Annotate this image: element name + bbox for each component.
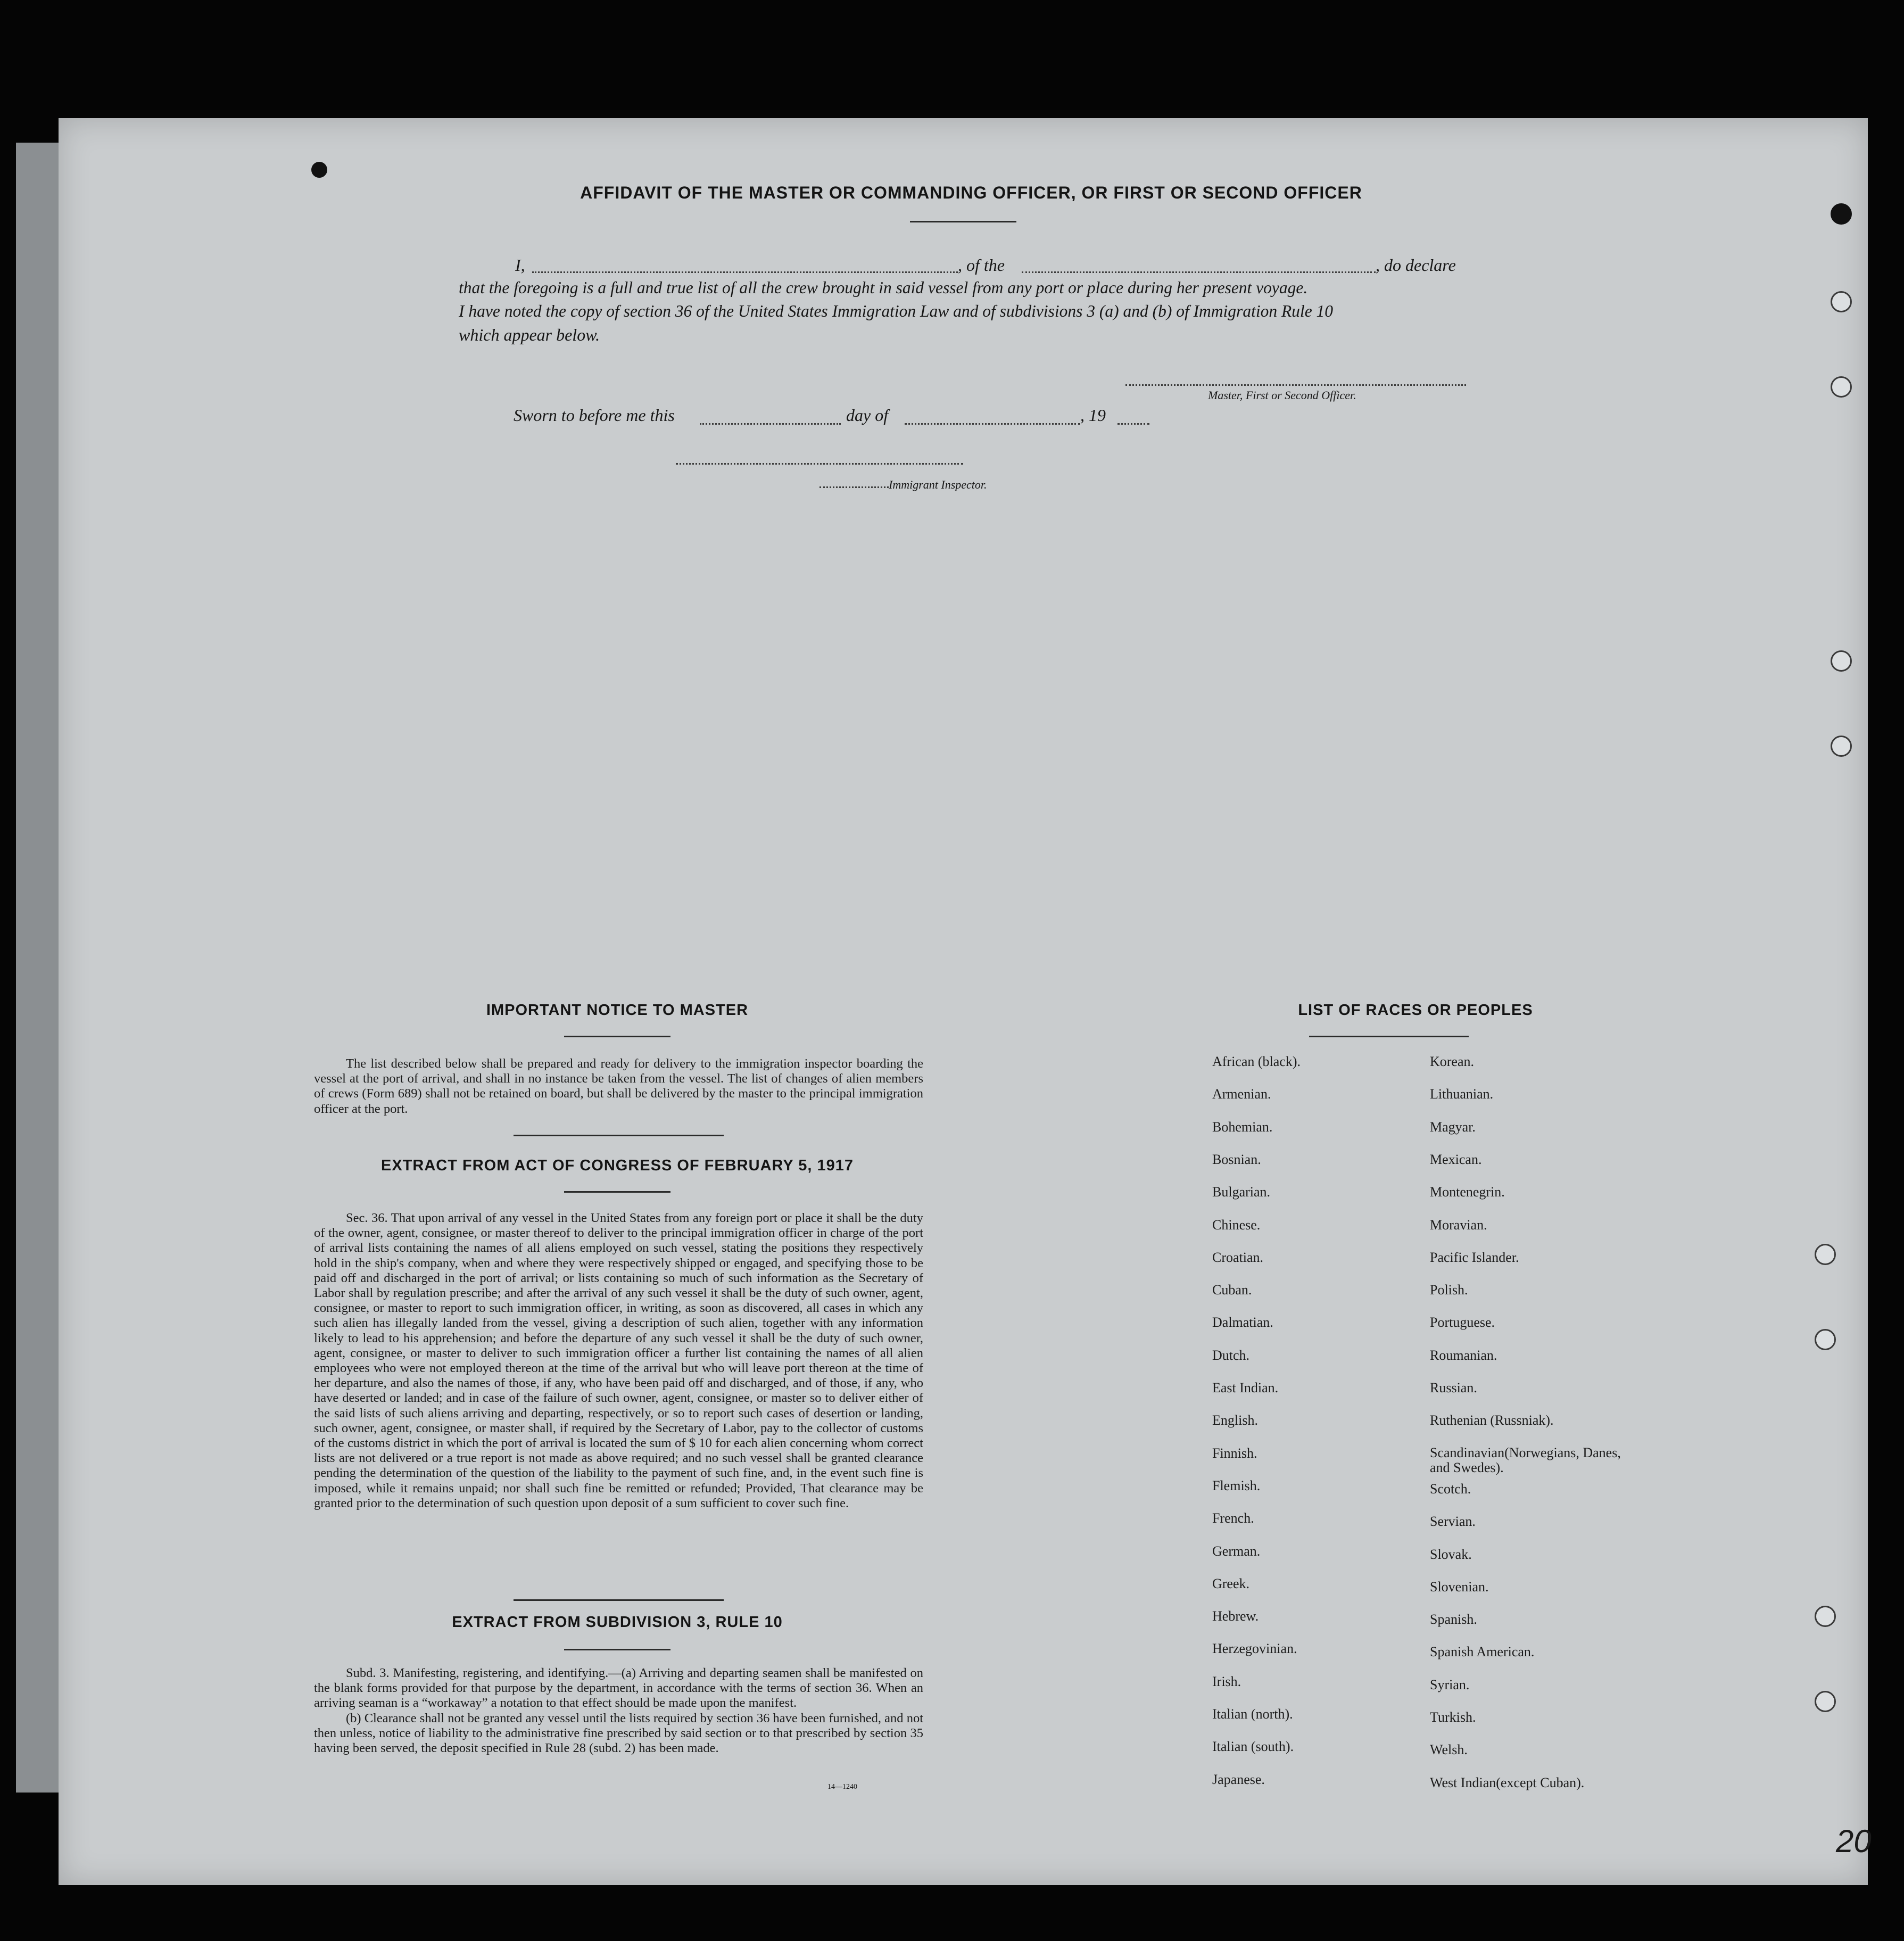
margin-mark: 20 xyxy=(1836,1823,1872,1859)
punch-hole xyxy=(1831,291,1852,312)
extract-act-divider xyxy=(514,1599,724,1601)
race-item: Croatian. xyxy=(1212,1249,1264,1265)
races-rule xyxy=(1309,1036,1469,1037)
punch-hole xyxy=(1831,736,1852,757)
race-item: Pacific Islander. xyxy=(1430,1249,1519,1265)
race-item: Ruthenian (Russniak). xyxy=(1430,1413,1554,1428)
race-item: Syrian. xyxy=(1430,1676,1470,1692)
race-item: German. xyxy=(1212,1543,1261,1559)
punch-hole xyxy=(1815,1244,1836,1265)
punch-hole xyxy=(1815,1691,1836,1712)
race-item: Greek. xyxy=(1212,1575,1250,1591)
race-item: Spanish American. xyxy=(1430,1644,1535,1660)
manifest-page xyxy=(59,118,1868,1885)
inspector-label-lead xyxy=(819,486,889,488)
form-code: 14—1240 xyxy=(827,1783,857,1791)
subdivision-b-paragraph: (b) Clearance shall not be granted any vessel until the lists required by section 36 have been furnished, and not then unless, notice of liability to the administrative fine prescribed by said section or to that prescribed by section 35 having been served, the deposit specified in Rule 28 (subd. 2) has been made. xyxy=(314,1711,923,1756)
year-text: , 19 xyxy=(1080,406,1106,425)
race-item: Bohemian. xyxy=(1212,1119,1273,1135)
race-item: Polish. xyxy=(1430,1282,1468,1298)
race-item: Moravian. xyxy=(1430,1217,1487,1233)
extract-act-rule xyxy=(564,1191,670,1193)
inspector-signature-label: Immigrant Inspector. xyxy=(889,478,987,491)
affidavit-of-the: , of the xyxy=(958,255,1005,275)
race-item: Finnish. xyxy=(1212,1445,1257,1461)
extract-rule-rule xyxy=(564,1649,670,1650)
race-item: Magyar. xyxy=(1430,1119,1476,1135)
race-item: Servian. xyxy=(1430,1514,1476,1530)
affidavit-title: AFFIDAVIT OF THE MASTER OR COMMANDING OFFICER, OR FIRST OR SECOND OFFICER xyxy=(580,183,1362,202)
affidavit-line-3: I have noted the copy of section 36 of the United States Immigration Law and of subdivisions 3 (a) and (b) of Immigration Rule 10 xyxy=(459,302,1334,320)
race-item: Irish. xyxy=(1212,1673,1241,1689)
day-of-text: day of xyxy=(846,406,889,425)
race-item: Slovak. xyxy=(1430,1546,1472,1562)
race-item: Armenian. xyxy=(1212,1086,1271,1102)
race-item: Bulgarian. xyxy=(1212,1184,1271,1200)
race-item: Mexican. xyxy=(1430,1151,1482,1167)
punch-hole xyxy=(1815,1329,1836,1350)
inspector-signature-blank xyxy=(676,463,963,465)
race-item: Scandinavian(Norwegians, Danes, and Swedes). xyxy=(1430,1444,1621,1475)
sworn-month-blank xyxy=(905,423,1080,425)
race-item: Slovenian. xyxy=(1430,1579,1489,1595)
races-title: LIST OF RACES OR PEOPLES xyxy=(1298,1002,1533,1019)
notice-rule xyxy=(564,1036,670,1037)
notice-title: IMPORTANT NOTICE TO MASTER xyxy=(486,1002,749,1019)
race-item: African (black). xyxy=(1212,1054,1301,1069)
race-item: Cuban. xyxy=(1212,1282,1252,1298)
race-item: Italian (north). xyxy=(1212,1706,1293,1722)
race-item: Bosnian. xyxy=(1212,1151,1261,1167)
race-item: Korean. xyxy=(1430,1054,1475,1069)
title-rule xyxy=(910,221,1016,222)
extract-act-title: EXTRACT FROM ACT OF CONGRESS OF FEBRUARY 5, 1917 xyxy=(380,1157,854,1174)
punch-hole xyxy=(1815,1606,1836,1627)
race-item: English. xyxy=(1212,1413,1258,1428)
notice-divider xyxy=(514,1135,724,1136)
race-item: Dutch. xyxy=(1212,1347,1250,1363)
name-blank xyxy=(532,271,958,273)
affidavit-i: I, xyxy=(515,255,525,275)
race-item: Russian. xyxy=(1430,1380,1477,1395)
extract-rule-title: EXTRACT FROM SUBDIVISION 3, RULE 10 xyxy=(452,1614,783,1631)
sworn-year-blank xyxy=(1117,423,1149,425)
race-item: Turkish. xyxy=(1430,1709,1476,1725)
affidavit-do-declare: , do declare xyxy=(1376,255,1456,275)
master-signature-label: Master, First or Second Officer. xyxy=(1208,389,1356,402)
race-item: Scotch. xyxy=(1430,1481,1471,1497)
punch-hole xyxy=(311,162,327,178)
race-item: Portuguese. xyxy=(1430,1315,1495,1331)
race-item: Dalmatian. xyxy=(1212,1315,1273,1331)
subdivision-a-paragraph: Subd. 3. Manifesting, registering, and identifying.—(a) Arriving and departing seamen shall be manifested on the blank forms provided for that purpose by the department, in accordance with the terms of section 36. When an arriving seaman is a “workaway” a notation to that effect should be made upon the manifest. xyxy=(314,1666,923,1711)
sworn-text: Sworn to before me this xyxy=(514,406,675,425)
master-signature-blank xyxy=(1125,384,1466,386)
race-item: Roumanian. xyxy=(1430,1347,1497,1363)
extract-rule-text xyxy=(314,1666,923,1756)
affidavit-line-2: that the foregoing is a full and true list of all the crew brought in said vessel from any port or place during her present voyage. xyxy=(459,278,1308,297)
punch-hole xyxy=(1831,376,1852,398)
vessel-blank xyxy=(1022,271,1376,273)
race-item: Flemish. xyxy=(1212,1477,1261,1493)
sworn-day-blank xyxy=(700,423,841,425)
race-item: West Indian(except Cuban). xyxy=(1430,1774,1585,1790)
punch-hole xyxy=(1831,650,1852,672)
notice-text xyxy=(314,1056,923,1117)
extract-act-text xyxy=(314,1211,923,1511)
race-item: Japanese. xyxy=(1212,1771,1265,1787)
affidavit-line-4: which appear below. xyxy=(459,325,600,344)
race-item: Welsh. xyxy=(1430,1742,1468,1758)
section-36-paragraph: Sec. 36. That upon arrival of any vessel in the United States from any foreign port or place it shall be the duty of the owner, agent, consignee, or master thereof to deliver to the principal immigration officer in charge of the port of arrival lists containing the names of all aliens employed on such vessel, stating the positions they respectively hold in the ship's company, when and where they were respectively shipped or engaged, and specifying those to be paid off and discharged in the port of arrival; or lists containing so much of such information as the Secretary of Labor shall by regulation prescribe; and after the arrival of any such vessel it shall be the duty of such owner, agent, consignee, or master to report to such immigration officer, in writing, as soon as discovered, all cases in which any such alien has illegally landed from the vessel, giving a description of such alien, together with any information likely to lead to his apprehension; and before the departure of any such vessel it shall be the duty of such owner, agent, consignee, or master to deliver to such immigration officer a further list containing the names of all alien employees who were not employed thereon at the time of the arrival but who will leave port thereon at the time of her departure, and also the names of those, if any, who have been paid off and discharged, and of those, if any, who have deserted or landed; and in case of the failure of such owner, agent, consignee, or master so to deliver either of the said lists of such aliens arriving and departing, respectively, or so to report such cases of desertion or landing, such owner, agent, consignee, or master shall, if required by the Secretary of Labor, pay to the collector of customs of the customs district in which the port of arrival is located the sum of $ 10 for each alien concerning whom correct lists are not delivered or a true report is not made as above required; and no such vessel shall be granted clearance pending the determination of the question of the liability to the payment of such fine, and, in the event such fine is imposed, while it remains unpaid; nor shall such fine be remitted or refunded; Provided, That clearance may be granted prior to the determination of such question upon deposit of a sum sufficient to cover such fine. xyxy=(314,1211,923,1510)
notice-paragraph: The list described below shall be prepared and ready for delivery to the immigration inspector boarding the vessel at the port of arrival, and shall in no instance be taken from the vessel. The list of changes of alien members of crews (Form 689) shall not be retained on board, but shall be delivered by the master to the principal immigration officer at the port. xyxy=(314,1056,923,1116)
race-item: French. xyxy=(1212,1510,1254,1526)
punch-hole xyxy=(1831,203,1852,225)
race-item: Spanish. xyxy=(1430,1612,1477,1628)
race-item: Italian (south). xyxy=(1212,1739,1294,1755)
race-item: Lithuanian. xyxy=(1430,1086,1494,1102)
race-item: Chinese. xyxy=(1212,1217,1261,1233)
race-item: Herzegovinian. xyxy=(1212,1641,1297,1657)
race-item: Montenegrin. xyxy=(1430,1184,1505,1200)
race-item: Hebrew. xyxy=(1212,1608,1259,1624)
race-item: East Indian. xyxy=(1212,1380,1279,1395)
